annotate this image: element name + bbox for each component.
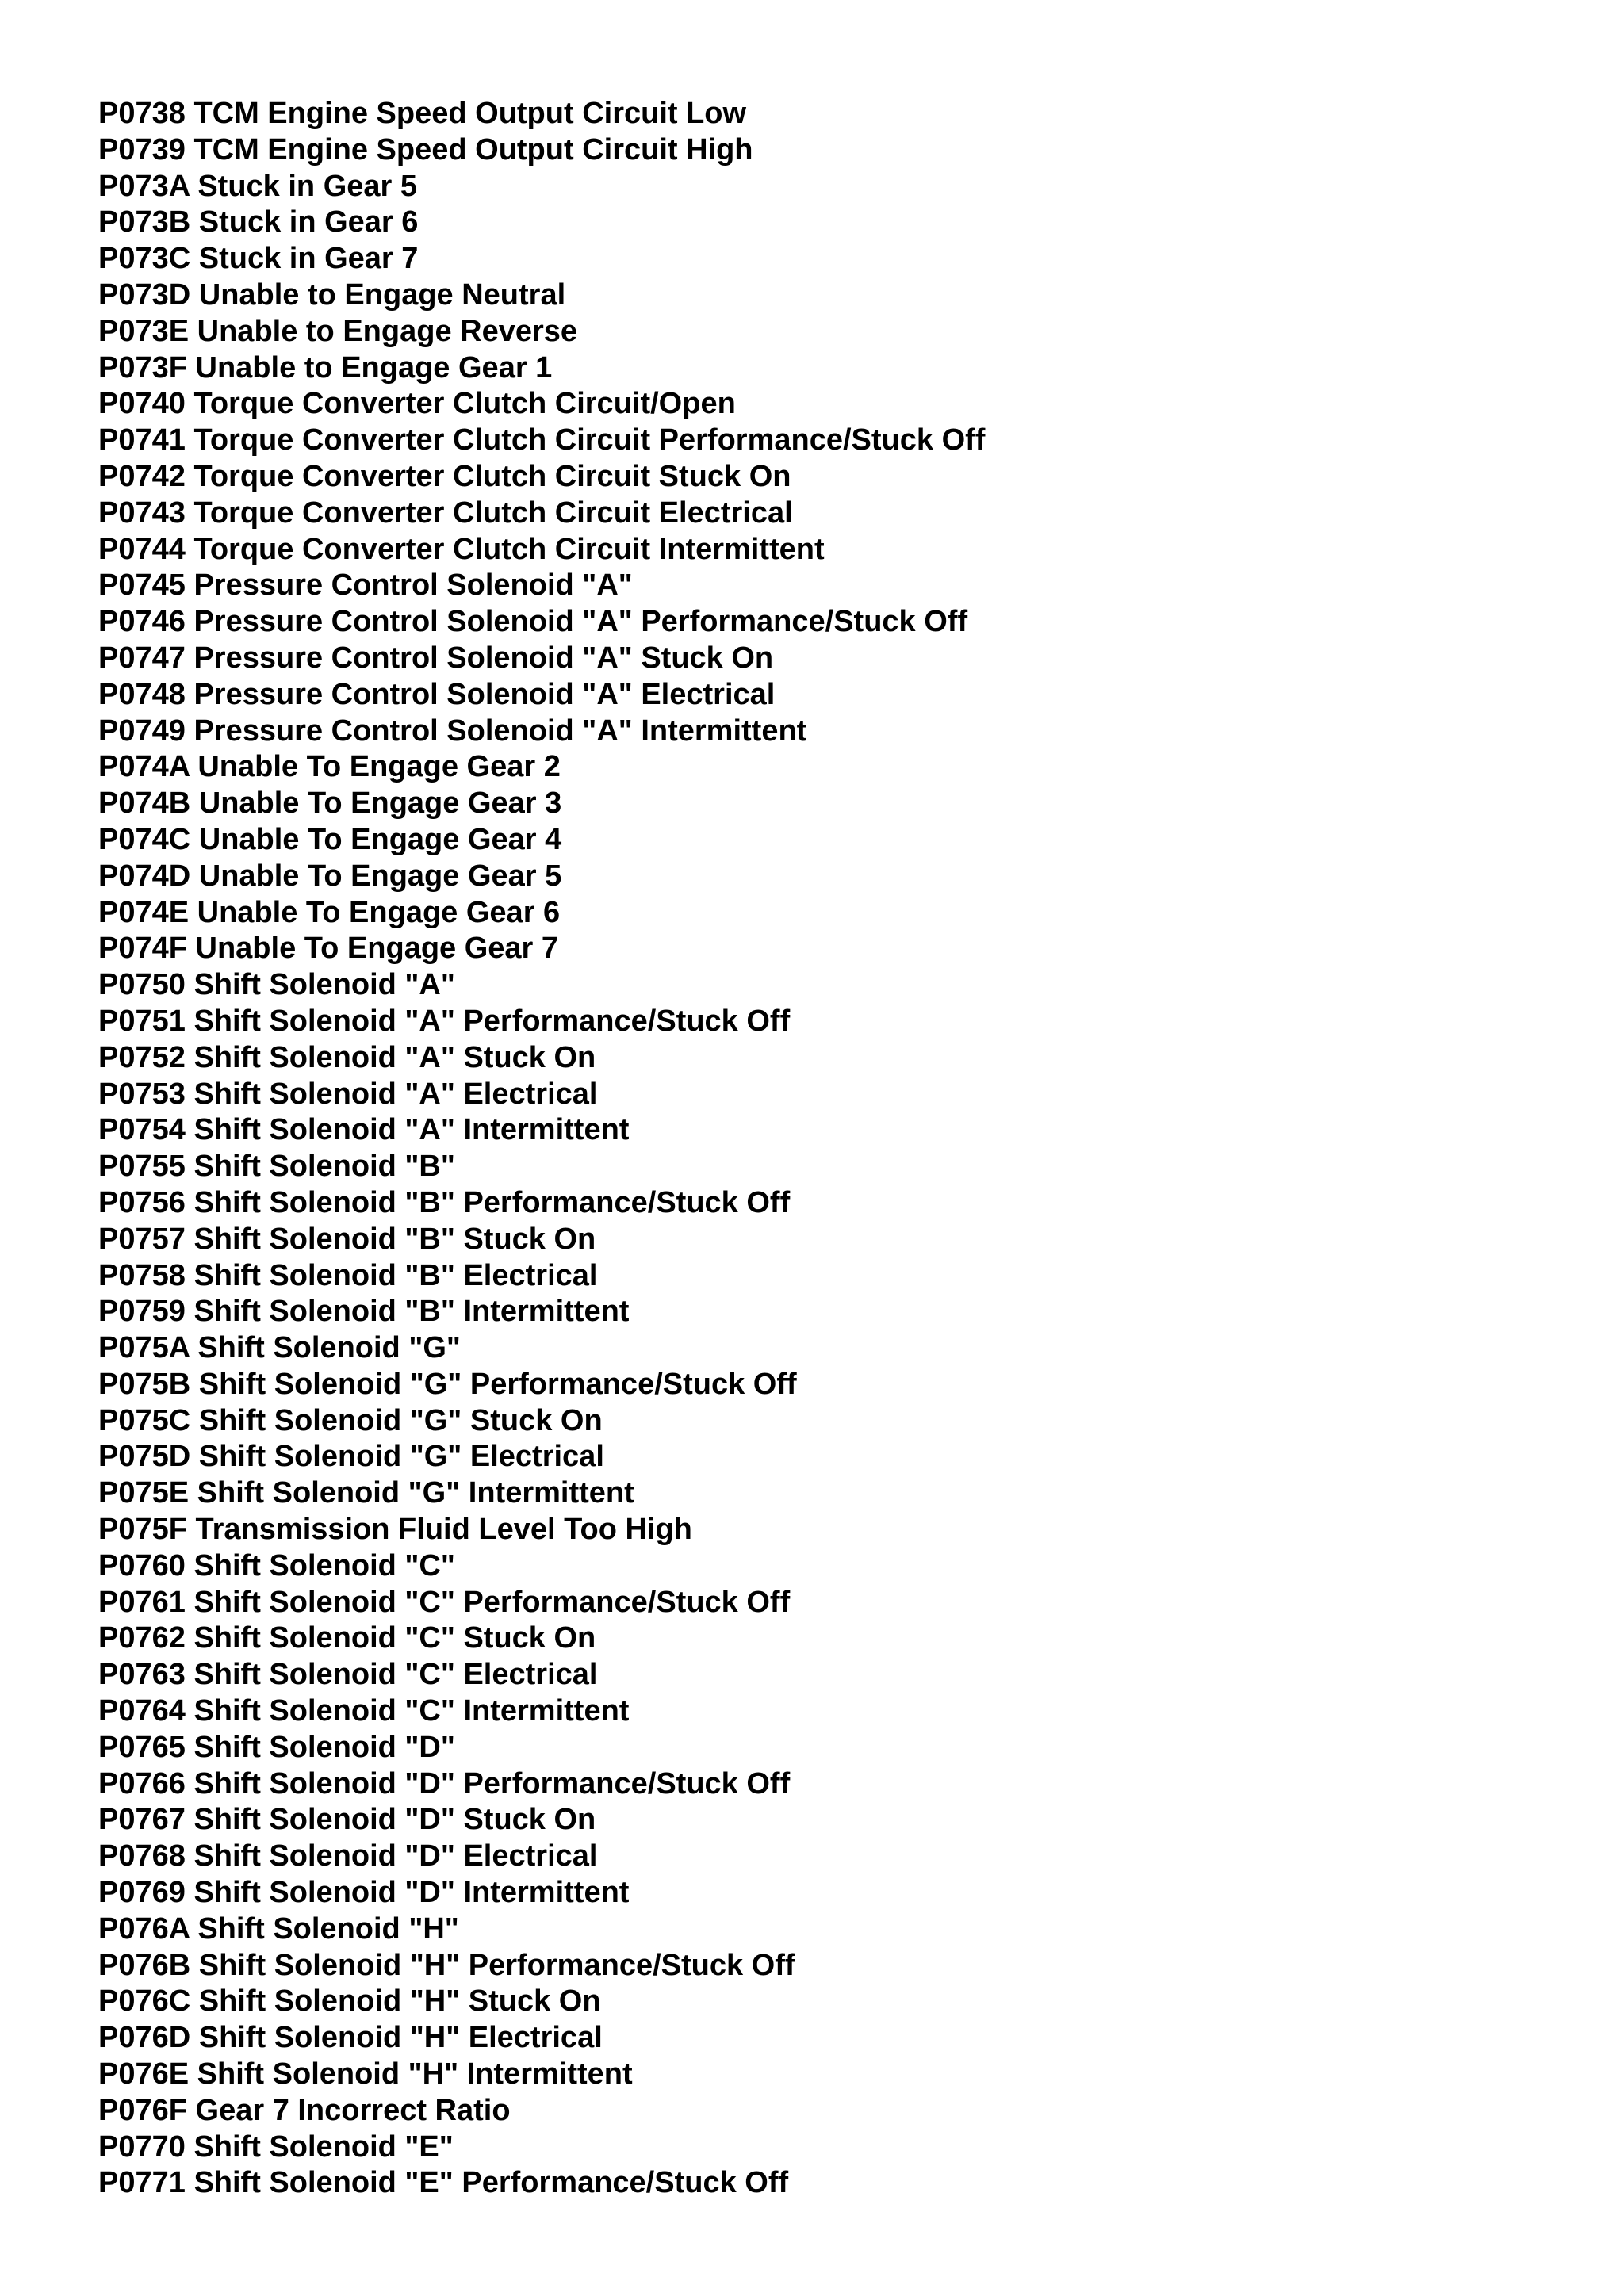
code-line: P0766 Shift Solenoid "D" Performance/Stuck Off [98,1766,791,1800]
code-line: P0771 Shift Solenoid "E" Performance/Stuck Off [98,2166,789,2200]
code-line: P0763 Shift Solenoid "C" Electrical [98,1658,598,1692]
code-line: P0749 Pressure Control Solenoid "A" Intermittent [98,714,807,748]
code-line: P074D Unable To Engage Gear 5 [98,859,562,893]
code-line: P075F Transmission Fluid Level Too High [98,1513,692,1547]
code-line: P075E Shift Solenoid "G" Intermittent [98,1476,634,1510]
code-line: P0762 Shift Solenoid "C" Stuck On [98,1621,596,1655]
code-line: P0743 Torque Converter Clutch Circuit Electrical [98,496,793,530]
code-line: P0760 Shift Solenoid "C" [98,1548,455,1582]
code-line: P076C Shift Solenoid "H" Stuck On [98,1984,601,2019]
code-line: P073D Unable to Engage Neutral [98,277,566,312]
code-line: P0741 Torque Converter Clutch Circuit Performance/Stuck Off [98,423,986,457]
code-line: P0759 Shift Solenoid "B" Intermittent [98,1295,630,1329]
code-line: P0769 Shift Solenoid "D" Intermittent [98,1876,630,1910]
trouble-code-list [98,96,985,2202]
code-line: P0751 Shift Solenoid "A" Performance/Stuck Off [98,1004,791,1038]
code-line: P0745 Pressure Control Solenoid "A" [98,568,633,603]
code-line: P0739 TCM Engine Speed Output Circuit High [98,132,753,166]
code-line: P0764 Shift Solenoid "C" Intermittent [98,1694,630,1728]
code-line: P073B Stuck in Gear 6 [98,205,419,239]
code-line: P0753 Shift Solenoid "A" Electrical [98,1077,598,1111]
code-line: P0748 Pressure Control Solenoid "A" Electrical [98,677,776,711]
code-line: P0738 TCM Engine Speed Output Circuit Low [98,97,747,130]
code-line: P076E Shift Solenoid "H" Intermittent [98,2057,633,2091]
code-line: P074E Unable To Engage Gear 6 [98,895,561,929]
code-line: P0744 Torque Converter Clutch Circuit Intermittent [98,532,825,566]
code-line: P0768 Shift Solenoid "D" Electrical [98,1839,598,1873]
code-line: P0765 Shift Solenoid "D" [98,1730,455,1764]
code-line: P076A Shift Solenoid "H" [98,1911,459,1946]
code-line: P0767 Shift Solenoid "D" Stuck On [98,1803,596,1837]
code-line: P0754 Shift Solenoid "A" Intermittent [98,1113,630,1147]
code-line: P0742 Torque Converter Clutch Circuit Stuck On [98,459,791,493]
code-line: P076D Shift Solenoid "H" Electrical [98,2021,603,2055]
code-line: P073C Stuck in Gear 7 [98,242,419,276]
code-line: P0755 Shift Solenoid "B" [98,1150,455,1184]
code-line: P076B Shift Solenoid "H" Performance/Stuck Off [98,1948,795,1982]
code-line: P0746 Pressure Control Solenoid "A" Performance/Stuck Off [98,605,968,639]
code-line: P0761 Shift Solenoid "C" Performance/Stuck Off [98,1585,791,1619]
code-line: P0740 Torque Converter Clutch Circuit/Open [98,387,736,421]
code-line: P076F Gear 7 Incorrect Ratio [98,2093,511,2127]
code-line: P0750 Shift Solenoid "A" [98,968,455,1002]
code-line: P0758 Shift Solenoid "B" Electrical [98,1258,598,1292]
code-line: P073F Unable to Engage Gear 1 [98,350,553,385]
code-line: P0752 Shift Solenoid "A" Stuck On [98,1040,596,1074]
code-line: P073A Stuck in Gear 5 [98,169,418,203]
code-line: P073E Unable to Engage Reverse [98,314,578,348]
code-line: P075B Shift Solenoid "G" Performance/Stuck Off [98,1367,797,1401]
code-line: P0756 Shift Solenoid "B" Performance/Stuck Off [98,1185,791,1219]
code-line: P075A Shift Solenoid "G" [98,1331,461,1365]
code-line: P074A Unable To Engage Gear 2 [98,750,561,784]
code-line: P074B Unable To Engage Gear 3 [98,786,562,821]
code-line: P0757 Shift Solenoid "B" Stuck On [98,1222,596,1256]
code-line: P0770 Shift Solenoid "E" [98,2130,454,2164]
code-line: P074C Unable To Engage Gear 4 [98,822,562,856]
code-line: P074F Unable To Engage Gear 7 [98,932,559,966]
code-line: P075D Shift Solenoid "G" Electrical [98,1440,604,1474]
code-line: P075C Shift Solenoid "G" Stuck On [98,1403,603,1437]
code-line: P0747 Pressure Control Solenoid "A" Stuck On [98,641,774,675]
